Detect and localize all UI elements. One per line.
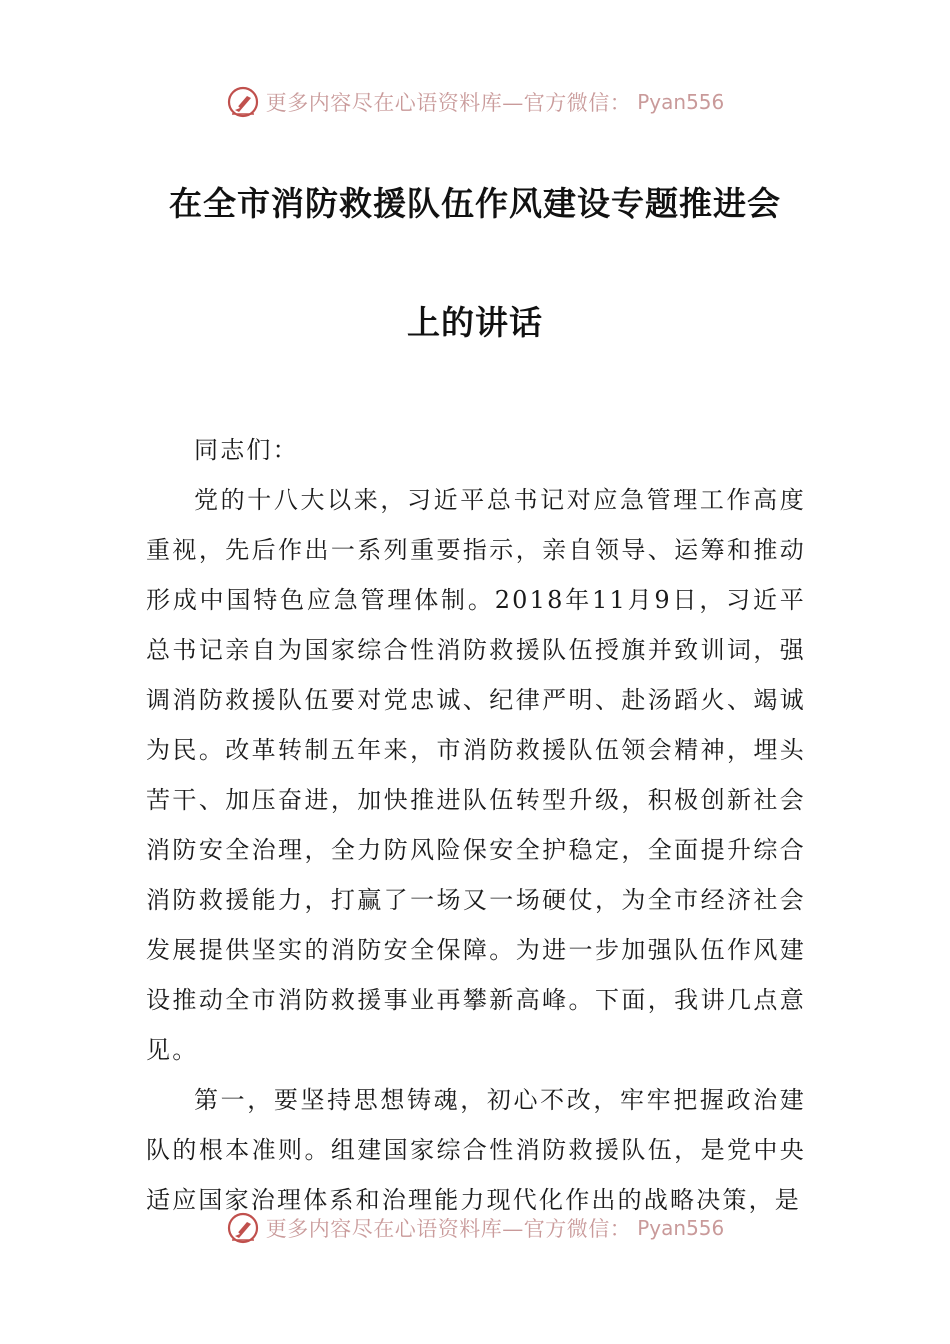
watermark-wechat-id: Pyan556 [637, 90, 725, 114]
watermark-banner-bottom [0, 1208, 950, 1248]
watermark-text: 更多内容尽在心语资料库—官方微信： [265, 91, 632, 115]
salutation: 同志们： [194, 436, 299, 464]
document-title-line-1: 在全市消防救援队伍作风建设专题推进会 [169, 184, 781, 223]
pen-nib-circle-icon [226, 85, 260, 119]
watermark-text: 更多内容尽在心语资料库—官方微信： [265, 1217, 632, 1241]
paragraph: 第一，要坚持思想铸魂，初心不改，牢牢把握政治建队的根本准则。组建国家综合性消防救援队伍，是党中央适应国家治理体系和治理能力现代化作出的战略决策，是 [146, 1086, 806, 1214]
paragraph: 党的十八大以来，习近平总书记对应急管理工作高度重视，先后作出一系列重要指示，亲自领导、运筹和推动形成中国特色应急管理体制。2018年11月9日，习近平总书记亲自为国家综合性消防救援队伍授旗并致训词，强调消防救援队伍要对党忠诚、纪律严明、赴汤蹈火、竭诚为民。改革转制五年来，市消防救援队伍领会精神，埋头苦干、加压奋进，加快推进队伍转型升级，积极创新社会消防安全治理，全力防风险保安全护稳定，全面提升综合消防救援能力，打赢了一场又一场硬仗，为全市经济社会发展提供坚实的消防安全保障。为进一步加强队伍作风建设推动全市消防救援事业再攀新高峰。下面，我讲几点意见。 [146, 486, 806, 1064]
watermark-wechat-id: Pyan556 [637, 1216, 725, 1240]
document-title-line-2: 上的讲话 [407, 303, 543, 342]
watermark-banner-top [0, 82, 950, 122]
document-body [146, 425, 806, 1225]
pen-nib-circle-icon [226, 1211, 260, 1245]
